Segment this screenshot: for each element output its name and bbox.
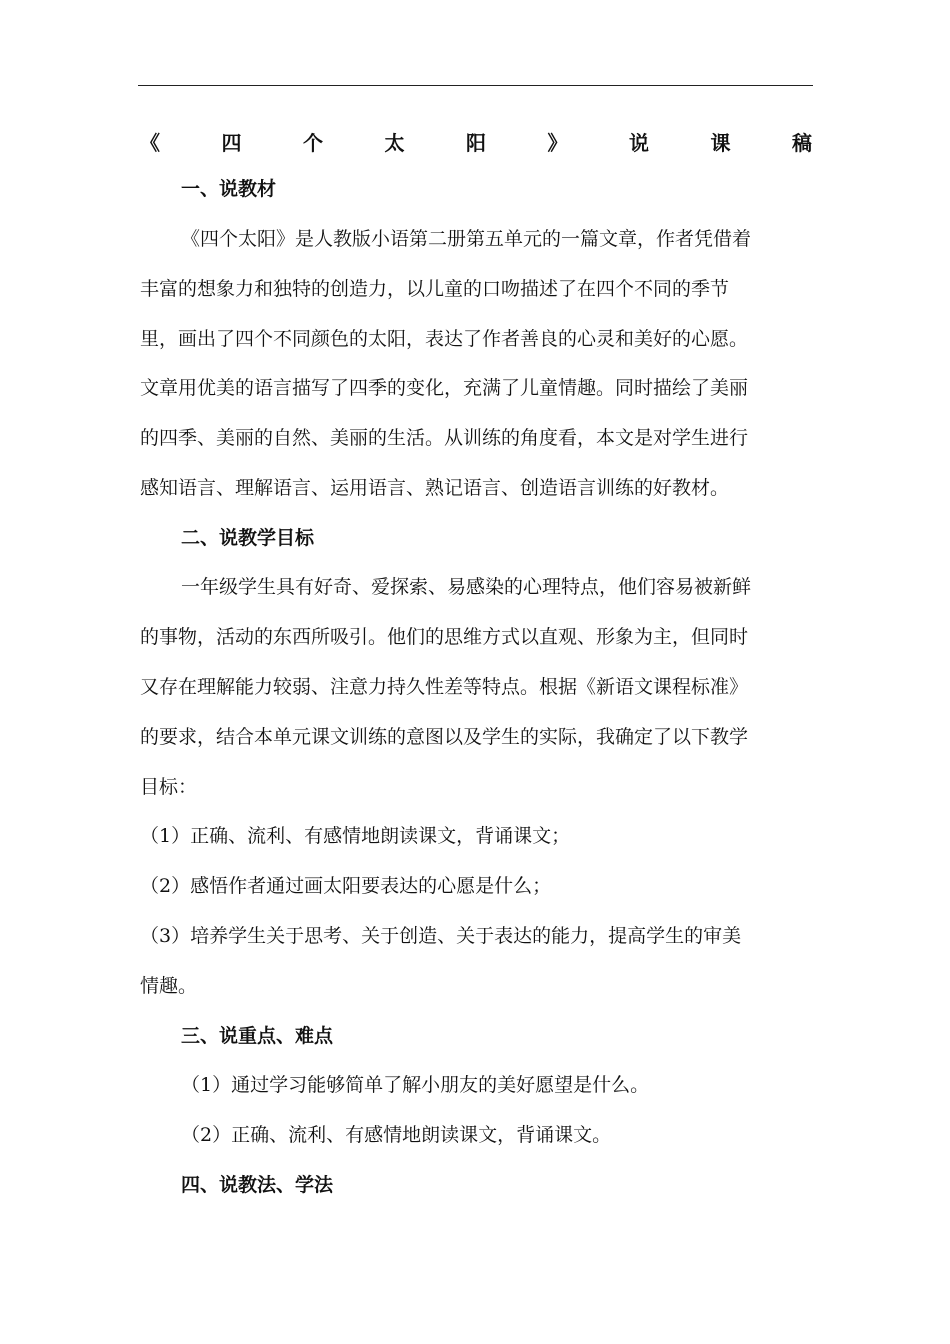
title-char: 课 — [710, 130, 731, 155]
header-rule — [138, 85, 813, 86]
paragraph-line: 的要求，结合本单元课文训练的意图以及学生的实际，我确定了以下教学 — [140, 726, 749, 748]
section-heading: 一、说教材 — [181, 178, 277, 200]
key-point-item: （1）通过学习能够简单了解小朋友的美好愿望是什么。 — [181, 1074, 650, 1096]
title-char: 四 — [221, 130, 242, 155]
section-heading: 二、说教学目标 — [181, 527, 315, 549]
key-point-item: （2）正确、流利、有感情地朗读课文，背诵课文。 — [181, 1124, 612, 1146]
title-char: 个 — [303, 130, 323, 155]
paragraph-line: 里，画出了四个不同颜色的太阳，表达了作者善良的心灵和美好的心愿。 — [140, 328, 749, 350]
title-char: 》 — [547, 130, 568, 155]
title-char: 稿 — [792, 130, 812, 155]
goal-item: （3）培养学生关于思考、关于创造、关于表达的能力，提高学生的审美 — [140, 925, 742, 947]
title-char: 阳 — [466, 130, 486, 155]
document-title — [140, 124, 812, 158]
title-char: 太 — [384, 130, 405, 155]
paragraph-line: 文章用优美的语言描写了四季的变化，充满了儿童情趣。同时描绘了美丽 — [140, 377, 749, 399]
section-heading: 四、说教法、学法 — [181, 1174, 334, 1196]
paragraph-line: 丰富的想象力和独特的创造力，以儿童的口吻描述了在四个不同的季节 — [140, 278, 730, 300]
title-char: 《 — [140, 130, 160, 155]
goal-item: （1）正确、流利、有感情地朗读课文，背诵课文； — [140, 825, 571, 847]
paragraph-line: 又存在理解能力较弱、注意力持久性差等特点。根据《新语文课程标准》 — [140, 676, 749, 698]
paragraph-line: 感知语言、理解语言、运用语言、熟记语言、创造语言训练的好教材。 — [140, 477, 730, 499]
goal-item: 情趣。 — [140, 975, 198, 997]
title-char: 说 — [629, 130, 649, 155]
paragraph-line: 目标： — [140, 776, 198, 798]
section-heading: 三、说重点、难点 — [181, 1025, 334, 1047]
paragraph-line: 《四个太阳》是人教版小语第二册第五单元的一篇文章，作者凭借着 — [181, 228, 752, 250]
paragraph-line: 一年级学生具有好奇、爱探索、易感染的心理特点，他们容易被新鲜 — [181, 576, 752, 598]
paragraph-line: 的四季、美丽的自然、美丽的生活。从训练的角度看，本文是对学生进行 — [140, 427, 749, 449]
paragraph-line: 的事物，活动的东西所吸引。他们的思维方式以直观、形象为主，但同时 — [140, 626, 749, 648]
goal-item: （2）感悟作者通过画太阳要表达的心愿是什么； — [140, 875, 552, 897]
